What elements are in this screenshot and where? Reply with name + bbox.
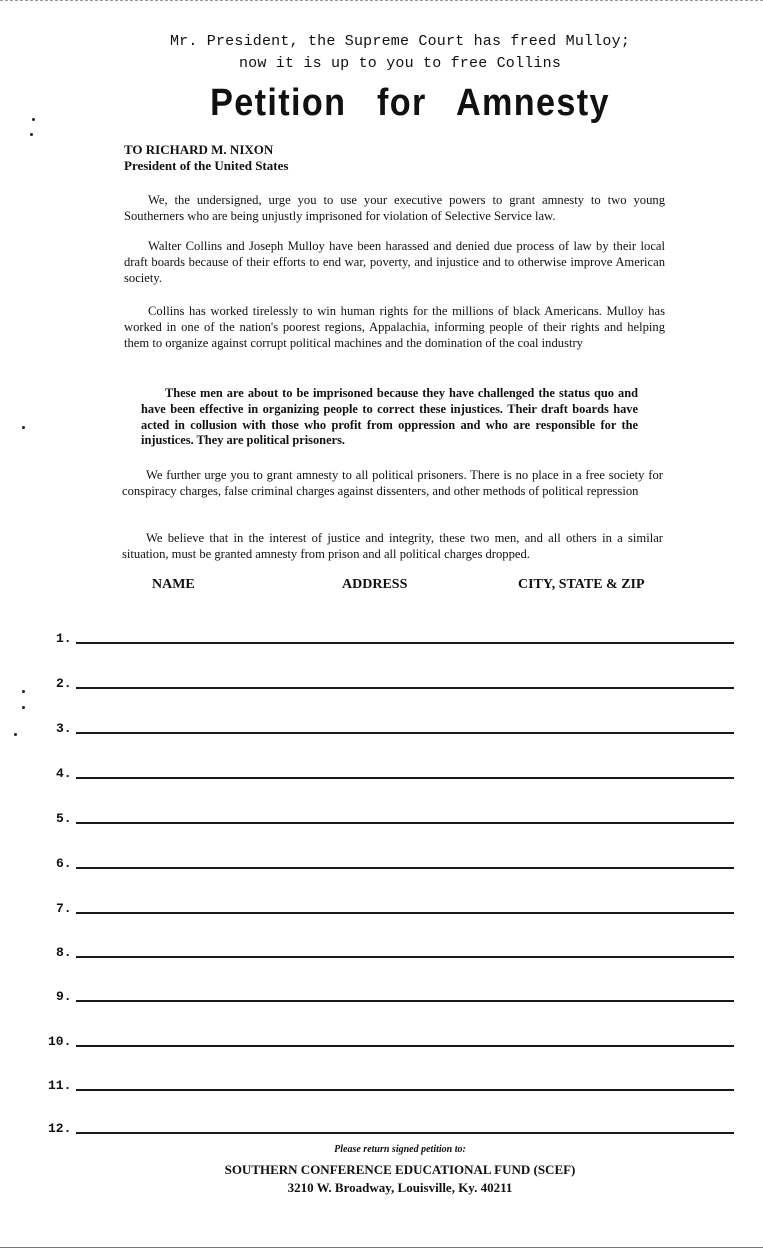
signature-row-11[interactable] xyxy=(48,1073,734,1093)
signature-line[interactable] xyxy=(76,956,734,958)
signature-row-4[interactable] xyxy=(48,761,734,781)
signature-line[interactable] xyxy=(76,912,734,914)
scan-speck xyxy=(22,426,25,429)
paragraph-2: Walter Collins and Joseph Mulloy have been harassed and denied due process of law by their local draft boards because of their efforts to end war, poverty, and injustice and to otherwise improve American society. xyxy=(124,239,665,285)
column-header-name: NAME xyxy=(152,577,195,592)
signature-line[interactable] xyxy=(76,777,734,779)
signature-line[interactable] xyxy=(76,687,734,689)
return-instruction: Please return signed petition to: xyxy=(334,1144,466,1155)
addressee-title: President of the United States xyxy=(124,158,289,173)
signature-number: 1. xyxy=(56,631,72,646)
signature-number: 6. xyxy=(56,856,72,871)
signature-row-7[interactable] xyxy=(48,896,734,916)
scan-speck xyxy=(22,706,25,709)
addressee-block xyxy=(124,142,288,174)
signature-row-5[interactable] xyxy=(48,806,734,826)
signature-line[interactable] xyxy=(76,1045,734,1047)
signature-line[interactable] xyxy=(76,1000,734,1002)
signature-row-1[interactable] xyxy=(48,626,734,646)
signature-row-6[interactable] xyxy=(48,851,734,871)
signature-line[interactable] xyxy=(76,822,734,824)
signature-number: 5. xyxy=(56,811,72,826)
top-perforation xyxy=(0,0,763,5)
signature-number: 3. xyxy=(56,721,72,736)
organization-address: 3210 W. Broadway, Louisville, Ky. 40211 xyxy=(287,1180,513,1195)
signature-number: 10. xyxy=(48,1034,72,1049)
signature-number: 9. xyxy=(56,989,72,1004)
signature-line[interactable] xyxy=(76,732,734,734)
scan-speck xyxy=(32,118,35,121)
signature-row-10[interactable] xyxy=(48,1029,734,1049)
scan-speck xyxy=(30,133,33,136)
signature-row-12[interactable] xyxy=(48,1116,734,1136)
organization-name: SOUTHERN CONFERENCE EDUCATIONAL FUND (SCEF) xyxy=(224,1162,576,1177)
signature-number: 12. xyxy=(48,1121,72,1136)
scan-speck xyxy=(14,733,17,736)
signature-row-3[interactable] xyxy=(48,716,734,736)
signature-row-8[interactable] xyxy=(48,940,734,960)
signature-number: 8. xyxy=(56,945,72,960)
signature-line[interactable] xyxy=(76,867,734,869)
signature-row-2[interactable] xyxy=(48,671,734,691)
addressee-name: TO RICHARD M. NIXON xyxy=(124,142,274,157)
signature-line[interactable] xyxy=(76,642,734,644)
headline-line-1: Mr. President, the Supreme Court has freed Mulloy; xyxy=(169,33,631,50)
column-header-address: ADDRESS xyxy=(342,577,408,592)
paragraph-1: We, the undersigned, urge you to use your executive powers to grant amnesty to two young Southerners who are being unjustly imprisoned for violation of Selective Service law. xyxy=(124,193,665,223)
signature-line[interactable] xyxy=(76,1089,734,1091)
signature-row-9[interactable] xyxy=(48,984,734,1004)
paragraph-6: We believe that in the interest of justice and integrity, these two men, and all others in a similar situation, must be granted amnesty from prison and all political charges dropped. xyxy=(122,531,663,561)
headline-line-2: now it is up to you to free Collins xyxy=(238,55,562,72)
signature-number: 4. xyxy=(56,766,72,781)
signature-number: 11. xyxy=(48,1078,72,1093)
signature-number: 2. xyxy=(56,676,72,691)
bottom-rule xyxy=(0,1247,763,1248)
page-title: Petition for Amnesty xyxy=(210,82,610,124)
paragraph-3: Collins has worked tirelessly to win human rights for the millions of black Americans. Mulloy has worked in one of the nation's poorest regions, Appalachia, informing people of their rights and helping them to organize against corrupt political machines and the domination of the coal industry xyxy=(124,304,665,350)
signature-line[interactable] xyxy=(76,1132,734,1134)
signature-number: 7. xyxy=(56,901,72,916)
scan-speck xyxy=(22,690,25,693)
paragraph-4-bold: These men are about to be imprisoned because they have challenged the status quo and have been effective in organizing people to correct these injustices. Their draft boards have acted in collusion with those who profit from oppression and who are responsible for the injustices. They are political prisoners. xyxy=(141,386,638,448)
column-header-city: CITY, STATE & ZIP xyxy=(518,577,645,592)
paragraph-5: We further urge you to grant amnesty to all political prisoners. There is no place in a free society for conspiracy charges, false criminal charges against dissenters, and other methods of political repression xyxy=(122,468,663,498)
